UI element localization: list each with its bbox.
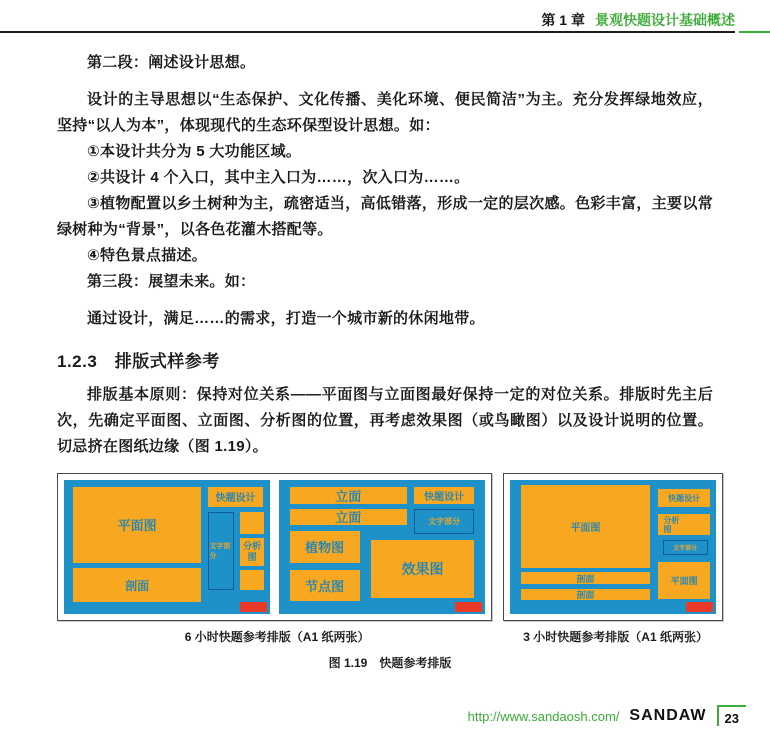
body-content bbox=[57, 50, 713, 460]
small-box bbox=[240, 512, 264, 533]
caption-6h: 6 小时快题参考排版（A1 纸两张） bbox=[184, 630, 370, 644]
small-box bbox=[240, 570, 264, 590]
paragraph: ③植物配置以乡土树种为主，疏密适当，高低错落，形成一定的层次感。色彩丰富，主要以常绿树种为“背景”，以各色花灌木搭配等。 bbox=[57, 195, 713, 238]
plan-small-box: 平面图 bbox=[658, 562, 709, 600]
plan-box: 平面图 bbox=[521, 485, 651, 568]
page-number: 23 bbox=[717, 705, 746, 726]
sketch-title-box: 快题设计 bbox=[414, 487, 474, 504]
paragraph: 设计的主导思想以“生态保护、文化传播、美化环境、便民简洁”为主。充分发挥绿地效应，坚持“以人为本”，体现现代的生态环保型设计思想。如： bbox=[57, 91, 713, 134]
chapter-title: 景观快题设计基础概述 bbox=[595, 12, 735, 28]
figure-caption: 图 1.19 快题参考排版 bbox=[328, 656, 452, 670]
paragraph: 排版基本原则：保持对位关系——平面图与立面图最好保持一定的对位关系。排版时先主后次，先确定平面图、立面图、分析图的位置，再考虑效果图（或鸟瞰图）以及设计说明的位置。切忌挤在图纸边缘（图 1.19）。 bbox=[57, 386, 713, 455]
layout-panel-1 bbox=[64, 480, 270, 614]
red-marker bbox=[240, 602, 267, 612]
sheet-6h bbox=[57, 473, 492, 621]
sketch-title-box: 快题设计 bbox=[208, 487, 263, 507]
header-rule-green bbox=[739, 31, 770, 33]
paragraph: 第二段：阐述设计思想。 bbox=[87, 54, 256, 71]
elevation-box: 立面 bbox=[290, 509, 408, 525]
section-box: 剖面 bbox=[521, 589, 651, 600]
section-box: 剖面 bbox=[73, 568, 201, 602]
header-rule-black bbox=[0, 31, 735, 33]
section-heading: 1.2.3 排版式样参考 bbox=[57, 352, 220, 371]
chapter-number: 第 1 章 bbox=[541, 12, 585, 28]
page-header bbox=[0, 0, 770, 28]
paragraph: 通过设计，满足……的需求，打造一个城市新的休闲地带。 bbox=[87, 310, 485, 327]
plan-box: 平面图 bbox=[73, 487, 201, 563]
paragraph: ①本设计共分为 5 大功能区域。 bbox=[87, 143, 302, 160]
plant-box: 植物图 bbox=[290, 531, 360, 563]
paragraph: ②共设计 4 个入口，其中主入口为……，次入口为……。 bbox=[87, 169, 470, 186]
publisher-url-link[interactable]: http://www.sandaosh.com/ bbox=[467, 709, 620, 724]
figure-1-19 bbox=[57, 473, 723, 671]
red-marker bbox=[455, 602, 482, 612]
analysis-box bbox=[658, 514, 709, 535]
publisher-brand: SANDAW bbox=[629, 707, 707, 724]
paragraph: ④特色景点描述。 bbox=[87, 247, 208, 264]
node-box: 节点图 bbox=[290, 570, 360, 601]
red-marker bbox=[686, 602, 713, 612]
caption-3h: 3 小时快题参考排版（A1 纸两张） bbox=[523, 630, 708, 644]
layout-panel-2 bbox=[279, 480, 485, 614]
figure-row bbox=[57, 473, 723, 621]
analysis-box-label: 分析图 bbox=[663, 515, 680, 534]
elevation-box: 立面 bbox=[290, 487, 408, 504]
sheet-3h bbox=[503, 473, 723, 621]
effect-box: 效果图 bbox=[371, 540, 474, 598]
text-part-box: 文字部分 bbox=[414, 509, 474, 534]
paragraph: 第三段：展望未来。如： bbox=[87, 273, 256, 290]
section-box: 剖面 bbox=[521, 572, 651, 583]
analysis-box: 分析图 bbox=[240, 538, 264, 566]
text-part-box: 文字部分 bbox=[208, 512, 234, 590]
header-rule bbox=[0, 31, 770, 33]
sketch-title-box: 快题设计 bbox=[658, 489, 709, 506]
text-part-box: 文字部分 bbox=[663, 540, 708, 555]
page-footer bbox=[468, 705, 746, 726]
caption-row bbox=[57, 628, 723, 645]
layout-panel-3 bbox=[510, 480, 716, 614]
